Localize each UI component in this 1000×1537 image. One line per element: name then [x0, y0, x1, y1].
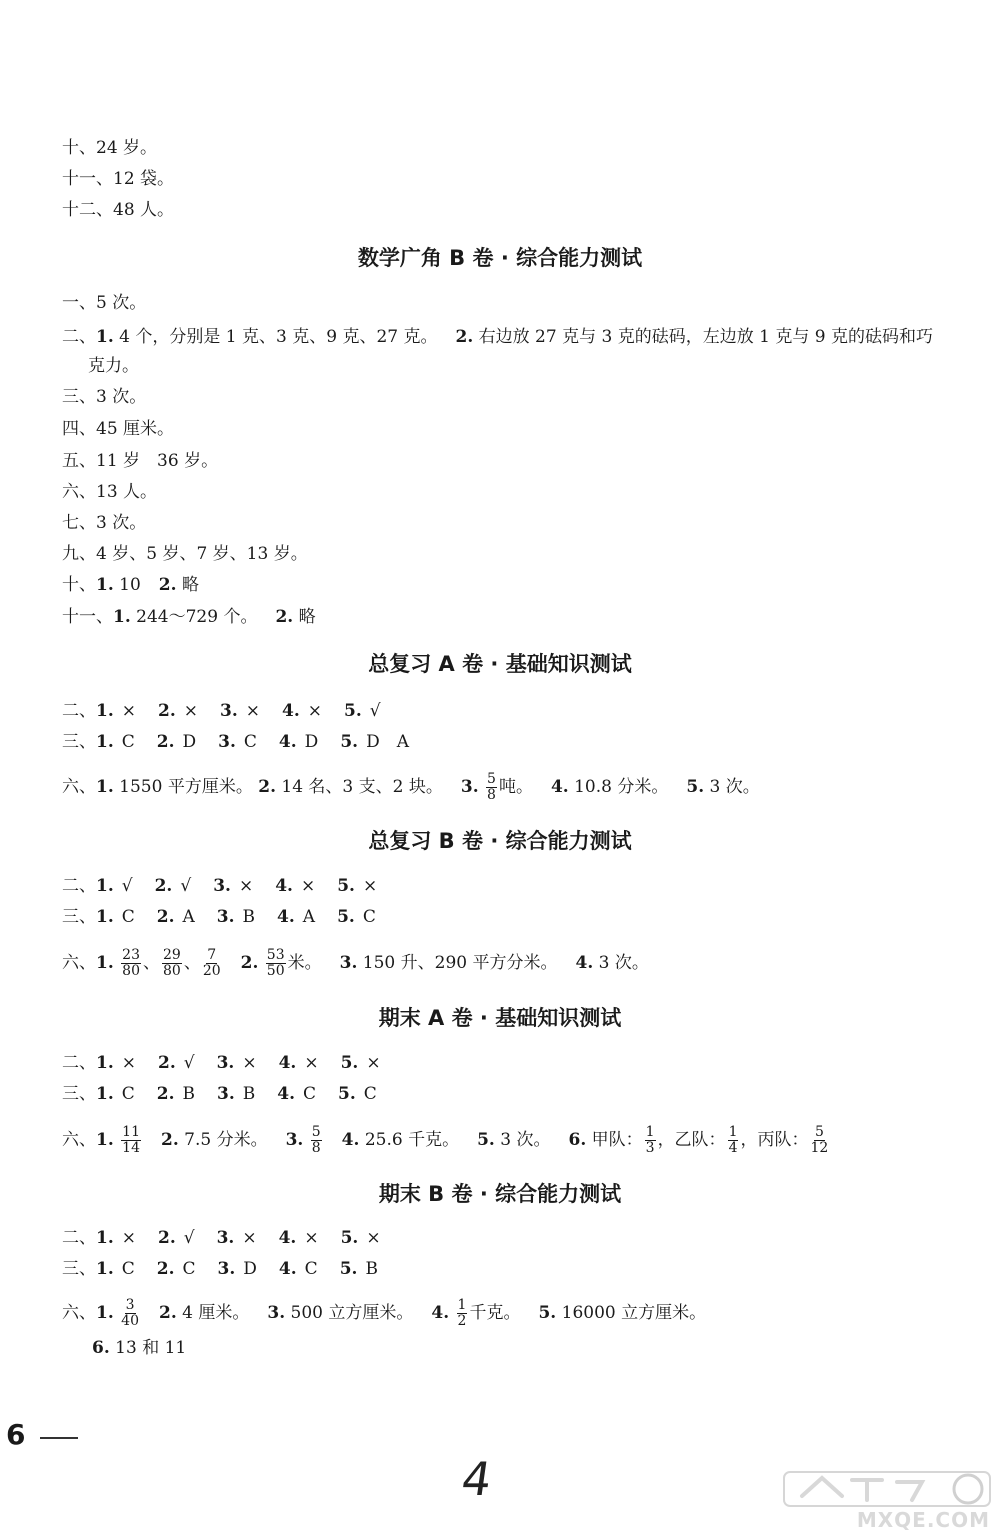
- answer-line: [62, 326, 940, 348]
- answer-line: 六、1. $\frac{23}{80}$ 、 $\frac{29}{80}$ 、 $\frac{7}{20}$ 2. $\frac{53}{50}$ 米。 3. 150 升、290 平方分米。 4. 3 次。: [62, 947, 649, 979]
- item-number: 3.: [216, 1053, 235, 1073]
- item-number: 2.: [455, 327, 474, 347]
- item-number: 4.: [278, 732, 297, 752]
- item-number: 3.: [216, 907, 235, 927]
- answer-line: [62, 574, 940, 596]
- item-number: 4.: [282, 701, 300, 721]
- fraction: [162, 948, 182, 979]
- answer-mark: ×: [183, 701, 198, 721]
- item-number: 3.: [216, 1228, 235, 1248]
- handwritten-note: 4: [458, 1452, 496, 1506]
- answer-mark: C: [121, 907, 135, 927]
- question-number: 六、: [62, 1303, 96, 1323]
- item-number: 5.: [338, 1084, 356, 1104]
- question-number: 六、: [62, 777, 96, 797]
- answer-mark: D A: [366, 732, 409, 752]
- item-number: 2.: [156, 1084, 175, 1104]
- item-number: 3.: [220, 701, 238, 721]
- answer-text: ，丙队：: [740, 1130, 809, 1150]
- answer-line-12: 十二、48 人。: [62, 200, 175, 220]
- item-number: 1.: [96, 907, 114, 927]
- item-number: 1.: [96, 1228, 114, 1248]
- numerator: 53: [266, 947, 285, 963]
- fraction: [645, 1125, 656, 1156]
- answer-line: 七、3 次。: [62, 513, 147, 533]
- question-number: 六、: [62, 953, 96, 973]
- answer-mark: C: [304, 1259, 318, 1279]
- fraction: [810, 1125, 828, 1156]
- answer-mark: C: [121, 1259, 135, 1279]
- section-heading: 总复习 B 卷 · 综合能力测试: [368, 829, 632, 853]
- answer-line: [62, 772, 940, 803]
- denominator: 40: [121, 1313, 139, 1329]
- item-number: 1.: [96, 575, 114, 595]
- item-number: 3.: [217, 1259, 236, 1279]
- answer-text: 150 升、290 平方分米。: [362, 953, 558, 973]
- answer-text: 3 次。: [709, 777, 760, 797]
- question-number: 二、: [62, 1228, 96, 1248]
- answer-text: 1550 平方厘米。: [119, 777, 253, 797]
- answer-mark: ×: [242, 1228, 257, 1248]
- answer-mark: √: [183, 1053, 195, 1073]
- question-number: 三、: [62, 732, 96, 752]
- page-number: 6: [6, 1418, 26, 1451]
- item-number: 5.: [340, 1053, 359, 1073]
- item-number: 1.: [96, 953, 114, 973]
- item-number: 5.: [477, 1130, 495, 1150]
- answer-mark: B: [365, 1259, 378, 1279]
- numerator: 5: [487, 771, 496, 787]
- question-number: 二、: [62, 701, 96, 721]
- answer-mark: √: [121, 876, 133, 896]
- fraction: [121, 948, 141, 979]
- denominator: 8: [311, 1140, 321, 1156]
- item-number: 2.: [158, 575, 177, 595]
- item-number: 1.: [96, 1259, 114, 1279]
- denominator: 12: [810, 1140, 829, 1156]
- denominator: 2: [457, 1313, 467, 1329]
- item-number: 6.: [568, 1130, 587, 1150]
- answer-row: [62, 1227, 940, 1249]
- item-number: 2.: [158, 1053, 176, 1073]
- answer-row: [62, 1258, 940, 1280]
- item-number: 2.: [160, 1130, 179, 1150]
- answer-text: 14 名、3 支、2 块。: [281, 777, 443, 797]
- answer-text: ，乙队：: [657, 1130, 726, 1150]
- item-number: 1.: [96, 1130, 114, 1150]
- answer-text: 25.6 千克。: [364, 1130, 460, 1150]
- question-number: 十、: [62, 575, 96, 595]
- answer-mark: √: [183, 1228, 195, 1248]
- fraction: [121, 1298, 139, 1329]
- answer-mark: C: [182, 1259, 196, 1279]
- answer-mark: ×: [304, 1053, 319, 1073]
- answer-mark: B: [242, 1084, 256, 1104]
- answer-mark: C: [303, 1084, 317, 1104]
- question-number: 三、: [62, 1259, 96, 1279]
- answer-row: [62, 875, 940, 897]
- item-number: 4.: [431, 1303, 450, 1323]
- answer-text: 500 立方厘米。: [290, 1303, 414, 1323]
- item-number: 1.: [96, 876, 114, 896]
- answer-text: 甲队：: [591, 1130, 643, 1150]
- answer-mark: ×: [121, 701, 136, 721]
- answer-text: 3 次。: [598, 953, 649, 973]
- answer-mark: A: [302, 907, 316, 927]
- answer-text: 7.5 分米。: [184, 1130, 268, 1150]
- answer-mark: C: [121, 732, 135, 752]
- answer-line: 四、45 厘米。: [62, 419, 175, 439]
- numerator: 5: [311, 1124, 321, 1140]
- answer-line: 九、4 岁、5 岁、7 岁、13 岁。: [62, 544, 308, 564]
- item-number: 3.: [218, 732, 236, 752]
- item-number: 5.: [686, 777, 705, 797]
- answer-line: 五、11 岁 36 岁。: [62, 451, 219, 471]
- numerator: 1: [457, 1297, 467, 1313]
- answer-text: 3 次。: [500, 1130, 551, 1150]
- item-number: 4.: [277, 907, 295, 927]
- answer-mark: √: [369, 701, 381, 721]
- section-heading: 总复习 A 卷 · 基础知识测试: [368, 652, 632, 676]
- question-number: 三、: [62, 1084, 96, 1104]
- item-number: 5.: [344, 701, 362, 721]
- numerator: 5: [814, 1124, 824, 1140]
- section-heading: 数学广角 B 卷 · 综合能力测试: [357, 246, 643, 270]
- item-number: 2.: [156, 907, 175, 927]
- item-number: 2.: [156, 1259, 175, 1279]
- fraction: [121, 1125, 141, 1156]
- item-number: 2.: [158, 1303, 177, 1323]
- item-number: 2.: [258, 777, 276, 797]
- item-number: 5.: [337, 907, 355, 927]
- answer-text: 略: [298, 607, 316, 627]
- answer-line-11: 十一、12 袋。: [62, 169, 175, 189]
- denominator: 4: [728, 1140, 738, 1156]
- item-number: 1.: [96, 701, 114, 721]
- answer-row: [62, 700, 940, 722]
- item-number: 2.: [158, 1228, 176, 1248]
- item-number: 3.: [339, 953, 358, 973]
- question-number: 十一、: [62, 607, 113, 627]
- answer-mark: ×: [362, 876, 378, 896]
- numerator: 23: [122, 947, 140, 963]
- denominator: 3: [645, 1140, 655, 1156]
- item-number: 2.: [156, 732, 175, 752]
- answer-text: 10.8 分米。: [574, 777, 669, 797]
- answer-text: 千克。: [469, 1303, 521, 1323]
- denominator: 50: [266, 963, 285, 979]
- item-number: 1.: [96, 1084, 114, 1104]
- item-number: 4.: [278, 1259, 297, 1279]
- item-number: 1.: [113, 607, 131, 627]
- numerator: 3: [125, 1297, 135, 1313]
- answer-mark: ×: [121, 1228, 136, 1248]
- question-number: 三、: [62, 907, 96, 927]
- item-number: 5.: [538, 1303, 557, 1323]
- answer-mark: B: [182, 1084, 196, 1104]
- answer-text: 4 厘米。: [182, 1303, 250, 1323]
- item-number: 5.: [337, 876, 355, 896]
- denominator: 80: [122, 963, 140, 979]
- item-number: 5.: [340, 732, 359, 752]
- item-number: 5.: [339, 1259, 358, 1279]
- answer-text: 吨。: [498, 777, 533, 797]
- question-number: 二、: [62, 327, 96, 347]
- answer-line-continued: [92, 1337, 940, 1359]
- item-number: 2.: [275, 607, 294, 627]
- page-number-dash: [40, 1437, 78, 1439]
- numerator: 1: [728, 1124, 738, 1140]
- answer-mark: B: [242, 907, 256, 927]
- numerator: 1: [645, 1124, 655, 1140]
- answer-mark: ×: [238, 876, 254, 896]
- item-number: 3.: [267, 1303, 286, 1323]
- answer-mark: ×: [242, 1053, 257, 1073]
- answer-mark: C: [363, 1084, 377, 1104]
- answer-text: 4 个，分别是 1 克、3 克、9 克、27 克。: [119, 327, 438, 347]
- answer-mark: D: [304, 732, 319, 752]
- item-number: 2.: [154, 876, 173, 896]
- item-number: 1.: [96, 777, 114, 797]
- answer-line: 一、5 次。: [62, 293, 147, 313]
- question-number: 二、: [62, 876, 96, 896]
- answer-row: [62, 906, 940, 928]
- item-number: 2.: [158, 701, 176, 721]
- answer-mark: C: [121, 1084, 135, 1104]
- answer-text: 244～729 个。: [136, 607, 258, 627]
- answer-mark: √: [180, 876, 192, 896]
- item-number: 1.: [96, 732, 114, 752]
- fraction: [728, 1125, 739, 1156]
- answer-line: [62, 1298, 940, 1329]
- watermark-text: MXQE.COM: [856, 1508, 990, 1532]
- answer-mark: ×: [121, 1053, 136, 1073]
- answer-row: [62, 1052, 940, 1074]
- answer-mark: ×: [245, 701, 260, 721]
- section-heading: 期末 A 卷 · 基础知识测试: [378, 1006, 622, 1030]
- numerator: 11: [122, 1124, 140, 1140]
- answer-text: 略: [181, 575, 199, 595]
- answer-row: [62, 1083, 940, 1105]
- answer-text: 16000 立方厘米。: [561, 1303, 707, 1323]
- item-number: 4.: [278, 1053, 297, 1073]
- denominator: 8: [487, 787, 496, 803]
- answer-mark: ×: [366, 1228, 381, 1248]
- fraction: [457, 1298, 468, 1329]
- fraction: [266, 948, 286, 979]
- answer-mark: C: [243, 732, 257, 752]
- item-number: 3.: [213, 876, 231, 896]
- fraction: [486, 772, 497, 803]
- fraction: [311, 1125, 322, 1156]
- denominator: 20: [202, 963, 221, 979]
- item-number: 2.: [240, 953, 259, 973]
- fraction: [203, 948, 221, 979]
- item-number: 3.: [217, 1084, 235, 1104]
- answer-text: 右边放 27 克与 3 克的砝码，左边放 1 克与 9 克的砝码和巧: [478, 327, 933, 347]
- answer-mark: C: [362, 907, 376, 927]
- denominator: 14: [122, 1140, 140, 1156]
- answer-mark: ×: [304, 1228, 319, 1248]
- answer-text: 10: [119, 575, 141, 595]
- item-number: 1.: [96, 327, 114, 347]
- item-number: 5.: [340, 1228, 359, 1248]
- question-number: 六、: [62, 1130, 96, 1150]
- item-number: 4.: [275, 876, 293, 896]
- item-number: 4.: [341, 1130, 360, 1150]
- answer-text: 13 和 11: [115, 1338, 187, 1358]
- answer-mark: ×: [307, 701, 322, 721]
- question-number: 二、: [62, 1053, 96, 1073]
- item-number: 1.: [96, 1303, 114, 1323]
- answer-line-10: 十、24 岁。: [62, 138, 158, 158]
- section-heading: 期末 B 卷 · 综合能力测试: [378, 1182, 622, 1206]
- answer-mark: A: [182, 907, 195, 927]
- item-number: 6.: [92, 1338, 110, 1358]
- item-number: 4.: [277, 1084, 296, 1104]
- answer-line: [62, 606, 940, 628]
- answer-line: 六、13 人。: [62, 482, 158, 502]
- answer-row: [62, 731, 940, 753]
- numerator: 7: [207, 947, 217, 963]
- numerator: 29: [162, 947, 181, 963]
- item-number: 4.: [278, 1228, 297, 1248]
- item-number: 1.: [96, 1053, 114, 1073]
- denominator: 80: [162, 963, 181, 979]
- item-number: 4.: [575, 953, 594, 973]
- answer-mark: ×: [366, 1053, 381, 1073]
- answer-mark: D: [182, 732, 197, 752]
- answer-line: 三、3 次。: [62, 387, 147, 407]
- item-number: 3.: [460, 777, 479, 797]
- answer-text: 米。: [287, 953, 322, 973]
- item-number: 4.: [550, 777, 569, 797]
- item-number: 3.: [285, 1130, 304, 1150]
- answer-line: [62, 1125, 940, 1156]
- answer-mark: D: [243, 1259, 257, 1279]
- answer-mark: ×: [300, 876, 316, 896]
- answer-line-continued: 克力。: [88, 356, 139, 376]
